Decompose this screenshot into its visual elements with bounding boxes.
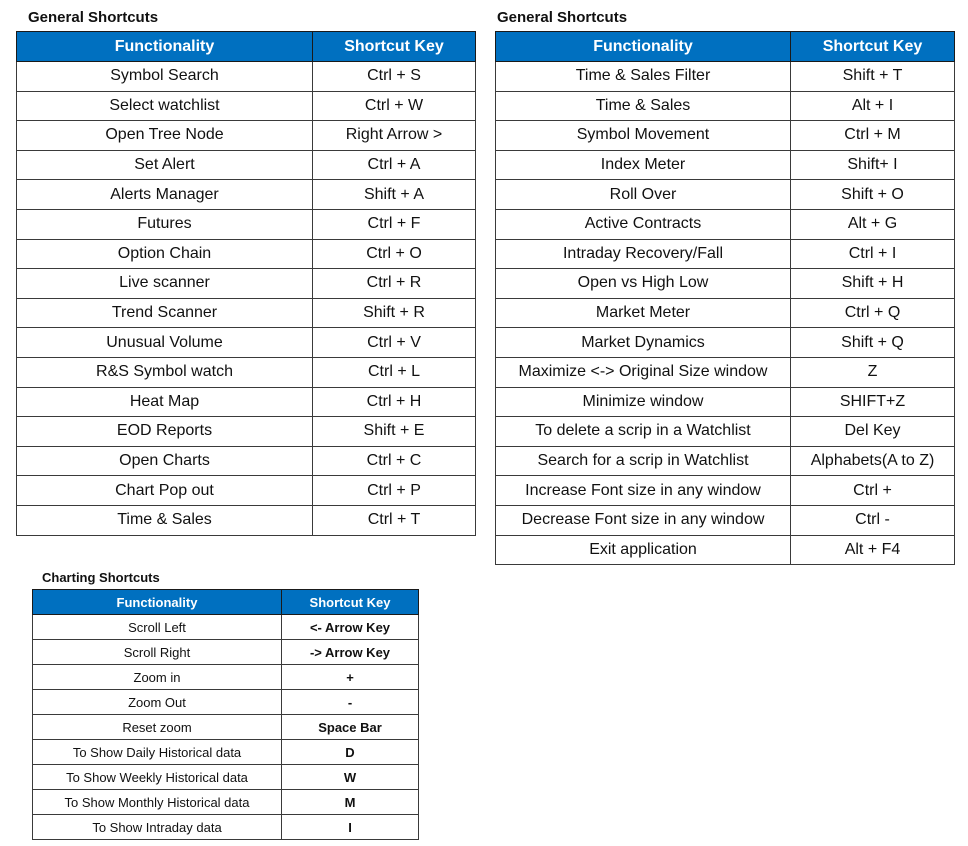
shortcut-key-cell: M [282,790,419,815]
shortcut-key-cell: Shift + R [313,298,476,328]
functionality-cell: EOD Reports [17,417,313,447]
functionality-cell: Chart Pop out [17,476,313,506]
functionality-cell: Reset zoom [33,715,282,740]
functionality-cell: To Show Intraday data [33,815,282,840]
header-row [33,590,419,615]
charting-shortcuts-table [32,589,419,840]
functionality-cell: Search for a scrip in Watchlist [496,446,791,476]
shortcut-key-cell: W [282,765,419,790]
functionality-header: Functionality [33,590,282,615]
table-row [496,446,955,476]
table-row [496,328,955,358]
table-row [33,790,419,815]
shortcut-key-cell: Shift + T [791,62,955,92]
shortcut-key-cell: Ctrl + C [313,446,476,476]
charting-shortcuts-title: Charting Shortcuts [42,570,160,585]
functionality-cell: Open vs High Low [496,269,791,299]
functionality-cell: To delete a scrip in a Watchlist [496,417,791,447]
functionality-cell: Intraday Recovery/Fall [496,239,791,269]
functionality-cell: Zoom Out [33,690,282,715]
shortcut-key-cell: Ctrl + [791,476,955,506]
shortcut-key-cell: Ctrl + Q [791,298,955,328]
functionality-cell: Market Dynamics [496,328,791,358]
shortcut-key-cell: - [282,690,419,715]
table-row [17,476,476,506]
functionality-cell: Symbol Search [17,62,313,92]
table-row [17,446,476,476]
shortcut-key-cell: Shift + H [791,269,955,299]
functionality-cell: Zoom in [33,665,282,690]
functionality-cell: Alerts Manager [17,180,313,210]
table-row [17,387,476,417]
shortcut-key-cell: Ctrl + S [313,62,476,92]
shortcut-key-cell: Alphabets(A to Z) [791,446,955,476]
table-row [496,62,955,92]
table-row [33,815,419,840]
functionality-cell: Heat Map [17,387,313,417]
functionality-header: Functionality [496,32,791,62]
shortcut-key-header: Shortcut Key [791,32,955,62]
shortcut-key-cell: Shift + A [313,180,476,210]
shortcut-key-cell: Ctrl + A [313,150,476,180]
table-row [496,239,955,269]
functionality-header: Functionality [17,32,313,62]
table-row [496,417,955,447]
functionality-cell: Set Alert [17,150,313,180]
shortcut-key-cell: + [282,665,419,690]
table-row [17,269,476,299]
shortcut-key-cell: Alt + I [791,91,955,121]
table-row [496,121,955,151]
functionality-cell: Exit application [496,535,791,565]
shortcut-key-cell: Ctrl + L [313,357,476,387]
table-row [496,298,955,328]
table-row [496,180,955,210]
table-row [496,535,955,565]
table-row [496,91,955,121]
functionality-cell: R&S Symbol watch [17,357,313,387]
shortcut-key-cell: Ctrl + V [313,328,476,358]
functionality-cell: Open Charts [17,446,313,476]
shortcut-key-cell: Ctrl + H [313,387,476,417]
functionality-cell: Time & Sales [496,91,791,121]
functionality-cell: Select watchlist [17,91,313,121]
shortcut-key-cell: Shift+ I [791,150,955,180]
shortcut-key-cell: Del Key [791,417,955,447]
shortcut-key-cell: Shift + O [791,180,955,210]
functionality-cell: Roll Over [496,180,791,210]
table-row [33,765,419,790]
table-row [496,209,955,239]
functionality-cell: Time & Sales Filter [496,62,791,92]
shortcut-key-cell: Alt + F4 [791,535,955,565]
shortcut-key-cell: Ctrl + F [313,209,476,239]
functionality-cell: Trend Scanner [17,298,313,328]
shortcut-key-cell: Shift + E [313,417,476,447]
table-row [496,505,955,535]
shortcut-key-header: Shortcut Key [313,32,476,62]
functionality-cell: Scroll Right [33,640,282,665]
shortcut-key-cell: Z [791,357,955,387]
shortcut-key-cell: Shift + Q [791,328,955,358]
shortcut-key-cell: Ctrl + M [791,121,955,151]
functionality-cell: To Show Daily Historical data [33,740,282,765]
functionality-cell: Decrease Font size in any window [496,505,791,535]
functionality-cell: Unusual Volume [17,328,313,358]
shortcut-key-cell: SHIFT+Z [791,387,955,417]
table-row [17,209,476,239]
shortcut-key-header: Shortcut Key [282,590,419,615]
shortcut-key-cell: Ctrl + W [313,91,476,121]
table-row [33,715,419,740]
shortcut-key-cell: Ctrl + R [313,269,476,299]
general-shortcuts-right-table [495,31,955,565]
table-row [33,665,419,690]
shortcut-key-cell: D [282,740,419,765]
general-shortcuts-left-table [16,31,476,536]
functionality-cell: Symbol Movement [496,121,791,151]
table-row [17,298,476,328]
shortcut-key-cell: -> Arrow Key [282,640,419,665]
functionality-cell: Scroll Left [33,615,282,640]
table-row [496,476,955,506]
shortcut-key-cell: Ctrl + O [313,239,476,269]
functionality-cell: To Show Monthly Historical data [33,790,282,815]
functionality-cell: Open Tree Node [17,121,313,151]
general-shortcuts-right-title: General Shortcuts [497,9,628,26]
functionality-cell: Futures [17,209,313,239]
functionality-cell: Market Meter [496,298,791,328]
functionality-cell: Active Contracts [496,209,791,239]
functionality-cell: Index Meter [496,150,791,180]
table-row [33,640,419,665]
table-row [33,740,419,765]
shortcut-key-cell: Ctrl + I [791,239,955,269]
table-row [17,328,476,358]
functionality-cell: Minimize window [496,387,791,417]
table-row [17,417,476,447]
table-row [17,180,476,210]
table-row [17,505,476,535]
shortcut-key-cell: I [282,815,419,840]
shortcut-key-cell: <- Arrow Key [282,615,419,640]
table-row [496,387,955,417]
table-row [17,150,476,180]
table-row [17,62,476,92]
header-row [17,32,476,62]
table-row [17,357,476,387]
functionality-cell: Time & Sales [17,505,313,535]
shortcut-key-cell: Ctrl - [791,505,955,535]
functionality-cell: Live scanner [17,269,313,299]
table-row [33,690,419,715]
functionality-cell: Maximize <-> Original Size window [496,357,791,387]
shortcut-key-cell: Right Arrow > [313,121,476,151]
table-row [33,615,419,640]
shortcut-key-cell: Space Bar [282,715,419,740]
functionality-cell: Increase Font size in any window [496,476,791,506]
header-row [496,32,955,62]
table-row [17,121,476,151]
shortcut-key-cell: Ctrl + P [313,476,476,506]
table-row [17,239,476,269]
table-row [496,150,955,180]
shortcut-key-cell: Alt + G [791,209,955,239]
table-row [496,269,955,299]
table-row [496,357,955,387]
functionality-cell: Option Chain [17,239,313,269]
shortcut-key-cell: Ctrl + T [313,505,476,535]
functionality-cell: To Show Weekly Historical data [33,765,282,790]
general-shortcuts-left-title: General Shortcuts [28,9,159,26]
table-row [17,91,476,121]
